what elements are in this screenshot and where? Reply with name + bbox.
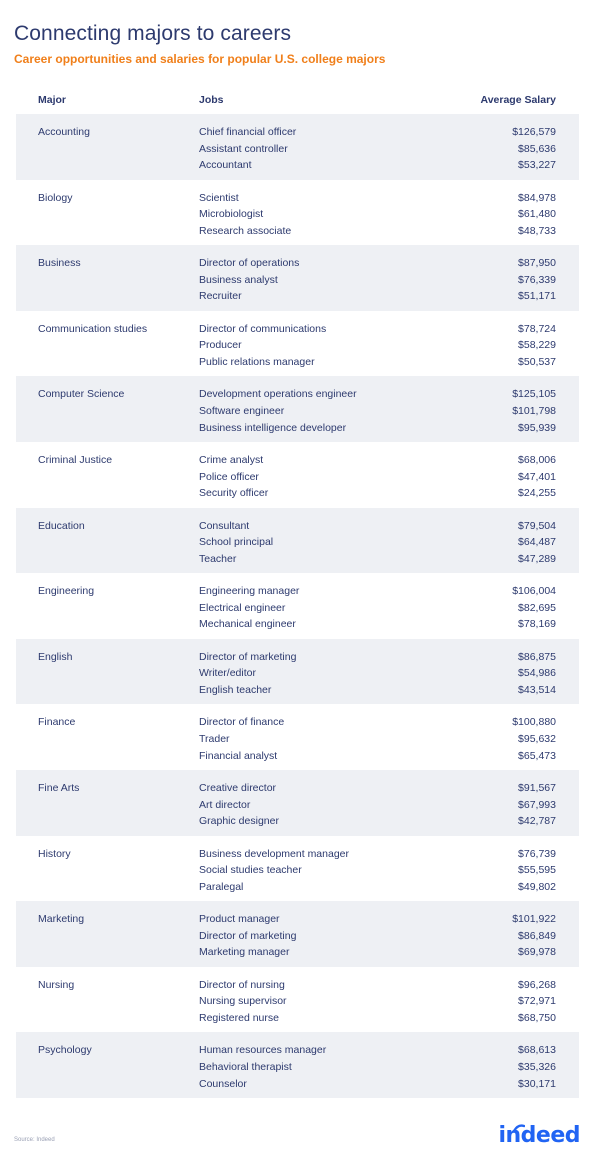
salary-list: [518, 519, 556, 569]
job-title: Graphic designer: [199, 815, 279, 828]
salary-value: $47,289: [518, 552, 556, 565]
job-title: Chief financial officer: [199, 126, 297, 138]
salary-value: $95,939: [518, 421, 556, 434]
salary-value: $58,229: [518, 339, 556, 352]
job-title: Trader: [199, 732, 230, 745]
salary-value: $126,579: [512, 126, 556, 138]
salary-value: $51,171: [518, 290, 556, 303]
major-name: Finance: [38, 716, 76, 729]
major-name: Communication studies: [38, 322, 148, 335]
salary-value: $96,268: [518, 978, 556, 991]
major-name: Business: [38, 257, 81, 270]
salary-value: $50,537: [518, 355, 556, 368]
job-title: Crime analyst: [199, 453, 264, 466]
job-title: Social studies teacher: [199, 864, 302, 877]
salary-value: $85,636: [518, 142, 556, 155]
salary-value: $106,004: [512, 585, 556, 598]
salary-list: [512, 125, 556, 175]
jobs-list: [199, 387, 357, 437]
jobs-list: [199, 847, 349, 897]
jobs-list: [199, 584, 299, 634]
salary-value: $101,798: [512, 404, 556, 417]
salary-value: $91,567: [518, 781, 556, 794]
salary-value: $78,169: [518, 618, 556, 631]
column-header-salary: Average Salary: [480, 94, 556, 106]
job-title: Development operations engineer: [199, 388, 357, 401]
job-title: Police officer: [199, 470, 259, 483]
job-title: Art director: [199, 798, 251, 811]
salary-value: $47,401: [518, 470, 556, 483]
job-title: Business intelligence developer: [199, 421, 347, 434]
salary-value: $43,514: [518, 683, 556, 696]
salary-list: [512, 912, 556, 962]
job-title: Producer: [199, 339, 242, 352]
salary-value: $68,006: [518, 453, 556, 466]
table-row: [16, 1032, 579, 1098]
jobs-list: [199, 453, 268, 503]
job-title: Director of finance: [199, 716, 285, 729]
salary-value: $30,171: [518, 1077, 556, 1090]
salary-value: $87,950: [518, 257, 556, 270]
job-title: Public relations manager: [199, 355, 315, 368]
job-title: Business development manager: [199, 847, 350, 860]
table-row: [16, 245, 579, 311]
job-title: English teacher: [199, 683, 272, 696]
job-title: Research associate: [199, 224, 292, 237]
job-title: Electrical engineer: [199, 601, 286, 614]
column-header-major: Major: [38, 94, 67, 106]
column-header-jobs: Jobs: [199, 94, 224, 106]
salary-value: $79,504: [518, 519, 556, 532]
major-name: English: [38, 650, 73, 663]
job-title: Software engineer: [199, 404, 285, 417]
job-title: Counselor: [199, 1077, 247, 1090]
job-title: Director of operations: [199, 257, 300, 270]
jobs-list: [199, 650, 296, 700]
table-row: [16, 114, 579, 180]
salary-value: $65,473: [518, 749, 556, 762]
job-title: Accountant: [199, 159, 252, 172]
salary-value: $84,978: [518, 191, 556, 204]
salary-value: $24,255: [518, 487, 556, 500]
salary-value: $35,326: [518, 1060, 556, 1073]
table-row: [16, 704, 579, 770]
salary-list: [518, 978, 556, 1028]
jobs-list: [199, 256, 299, 306]
job-title: Mechanical engineer: [199, 618, 296, 631]
job-title: Nursing supervisor: [199, 995, 287, 1008]
table-row: [16, 508, 579, 574]
salary-value: $48,733: [518, 224, 556, 237]
salary-value: $42,787: [518, 815, 556, 828]
salary-list: [512, 387, 556, 437]
salary-list: [518, 847, 556, 897]
table-row: [16, 836, 579, 902]
salary-value: $100,880: [512, 716, 556, 729]
salary-value: $68,613: [518, 1044, 556, 1057]
job-title: Director of marketing: [199, 650, 297, 663]
salary-value: $69,978: [518, 946, 556, 959]
major-name: Fine Arts: [38, 781, 80, 794]
job-title: Security officer: [199, 487, 269, 500]
job-title: Recruiter: [199, 290, 242, 303]
salary-value: $86,875: [518, 650, 556, 663]
salary-value: $125,105: [512, 388, 556, 401]
job-title: Financial analyst: [199, 749, 278, 762]
major-name: Criminal Justice: [38, 453, 113, 466]
indeed-logo: indeed: [498, 1123, 580, 1148]
table-row: [16, 901, 579, 967]
jobs-list: [199, 978, 287, 1028]
salary-value: $78,724: [518, 322, 556, 335]
job-title: Business analyst: [199, 273, 278, 286]
majors-table: [16, 114, 579, 1098]
salary-value: $101,922: [512, 913, 556, 926]
table-row: [16, 376, 579, 442]
jobs-list: [199, 519, 273, 569]
page-subtitle: Career opportunities and salaries for popular U.S. college majors: [14, 52, 386, 66]
salary-list: [518, 256, 556, 306]
page-title: Connecting majors to careers: [14, 22, 292, 45]
job-title: Scientist: [199, 191, 239, 204]
salary-list: [512, 715, 556, 765]
job-title: Marketing manager: [199, 946, 290, 959]
salary-list: [518, 781, 556, 831]
salary-list: [518, 453, 556, 503]
table-row: [16, 573, 579, 639]
jobs-list: [199, 781, 279, 831]
salary-value: $55,595: [518, 864, 556, 877]
salary-list: [512, 584, 556, 634]
salary-value: $53,227: [518, 159, 556, 172]
major-name: Marketing: [38, 913, 85, 926]
table-row: [16, 967, 579, 1033]
job-title: Director of communications: [199, 322, 327, 335]
salary-value: $86,849: [518, 929, 556, 942]
salary-value: $67,993: [518, 798, 556, 811]
salary-value: $76,339: [518, 273, 556, 286]
salary-list: [518, 1043, 556, 1093]
major-name: Nursing: [38, 978, 75, 991]
job-title: Human resources manager: [199, 1044, 327, 1057]
major-name: Education: [38, 519, 85, 532]
major-name: History: [38, 847, 71, 860]
job-title: School principal: [199, 536, 274, 549]
job-title: Director of nursing: [199, 978, 285, 991]
table-row: [16, 311, 579, 377]
job-title: Writer/editor: [199, 667, 256, 680]
jobs-list: [199, 912, 296, 962]
source-note: Source: Indeed: [14, 1137, 55, 1143]
jobs-list: [199, 715, 284, 765]
job-title: Teacher: [199, 552, 237, 565]
job-title: Consultant: [199, 519, 250, 532]
salary-value: $64,487: [518, 536, 556, 549]
jobs-list: [199, 125, 296, 175]
major-name: Biology: [38, 191, 73, 204]
job-title: Registered nurse: [199, 1011, 279, 1024]
job-title: Assistant controller: [199, 142, 288, 155]
salary-list: [518, 191, 556, 241]
major-name: Accounting: [38, 126, 90, 138]
salary-value: $72,971: [518, 995, 556, 1008]
job-title: Microbiologist: [199, 208, 264, 221]
salary-list: [518, 322, 556, 372]
salary-value: $61,480: [518, 208, 556, 221]
table-row: [16, 442, 579, 508]
table-row: [16, 770, 579, 836]
salary-value: $68,750: [518, 1011, 556, 1024]
job-title: Product manager: [199, 913, 280, 926]
job-title: Engineering manager: [199, 585, 300, 598]
job-title: Paralegal: [199, 880, 244, 893]
jobs-list: [199, 1043, 326, 1093]
salary-value: $95,632: [518, 732, 556, 745]
salary-value: $76,739: [518, 847, 556, 860]
major-name: Computer Science: [38, 388, 125, 401]
job-title: Behavioral therapist: [199, 1060, 292, 1073]
salary-list: [518, 650, 556, 700]
salary-value: $49,802: [518, 880, 556, 893]
salary-value: $54,986: [518, 667, 556, 680]
table-row: [16, 180, 579, 246]
jobs-list: [199, 191, 291, 241]
table-row: [16, 639, 579, 705]
jobs-list: [199, 322, 326, 372]
job-title: Creative director: [199, 781, 277, 794]
job-title: Director of marketing: [199, 929, 297, 942]
table-header: [16, 94, 579, 108]
major-name: Engineering: [38, 585, 95, 598]
salary-value: $82,695: [518, 601, 556, 614]
major-name: Psychology: [38, 1044, 92, 1057]
